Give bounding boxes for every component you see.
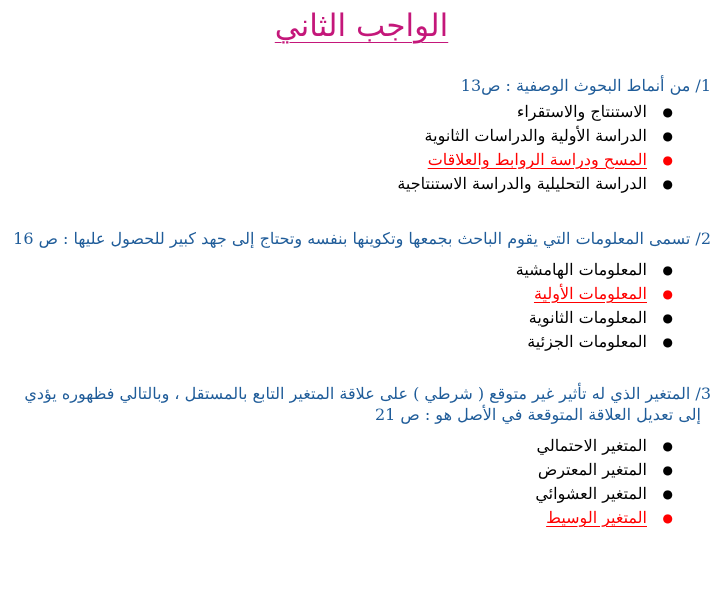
answer-label: المتغير العشوائي [535,484,647,503]
answer-label: المعلومات الأولية [533,284,647,303]
bullet-icon: ● [662,335,673,349]
bullet-icon: ● [662,487,673,501]
bullet-icon: ● [662,263,673,277]
bullet-icon: ● [662,105,673,119]
answer-option [535,458,673,482]
bullet-icon: ● [662,153,673,167]
answer-option [516,306,673,330]
bullet-icon: ● [662,311,673,325]
question-1-answers [397,100,673,196]
answer-option-correct [516,282,673,306]
answer-label: المتغير المعترض [537,460,647,479]
answer-label: المتغير الاحتمالي [536,436,647,455]
answer-option [535,482,673,506]
answer-label: المعلومات الجزئية [527,332,647,351]
answer-option-correct [397,148,673,172]
answer-label: الدراسة الأولية والدراسات الثانوية [424,126,647,145]
answer-label: المسح ودراسة الروابط والعلاقات [427,150,647,169]
answer-option [397,100,673,124]
answer-label: المعلومات الثانوية [528,308,647,327]
bullet-icon: ● [662,129,673,143]
answer-option-correct [535,506,673,530]
question-3-text: 3/ المتغير الذي له تأثير غير متوقع ( شرطي ) على علاقة المتغير التابع بالمستقل ، وبالتالي فظهوره يؤدي [24,384,711,403]
bullet-icon: ● [662,463,673,477]
bullet-icon: ● [662,439,673,453]
question-2-text: 2/ تسمى المعلومات التي يقوم الباحث بجمعها وتكوينها بنفسه وتحتاج إلى جهد كبير للحصول عليها : ص 16 [13,229,711,248]
answer-option [516,258,673,282]
question-2-answers [516,258,673,354]
answer-option [535,434,673,458]
bullet-icon: ● [662,511,673,525]
answer-label: الدراسة التحليلية والدراسة الاستنتاجية [397,174,647,193]
answer-label: الاستنتاج والاستقراء [516,102,647,121]
answer-label: المعلومات الهامشية [515,260,647,279]
answer-option [516,330,673,354]
question-3-text-line2: إلى تعديل العلاقة المتوقعة في الأصل هو : ص 21 [374,405,701,424]
question-1-text: 1/ من أنماط البحوث الوصفية : ص13 [460,76,711,95]
answer-label: المتغير الوسيط [546,508,647,527]
answer-option [397,172,673,196]
page-title: الواجب الثاني [274,8,449,44]
bullet-icon: ● [662,177,673,191]
answer-option [397,124,673,148]
bullet-icon: ● [662,287,673,301]
question-3-answers [535,434,673,530]
